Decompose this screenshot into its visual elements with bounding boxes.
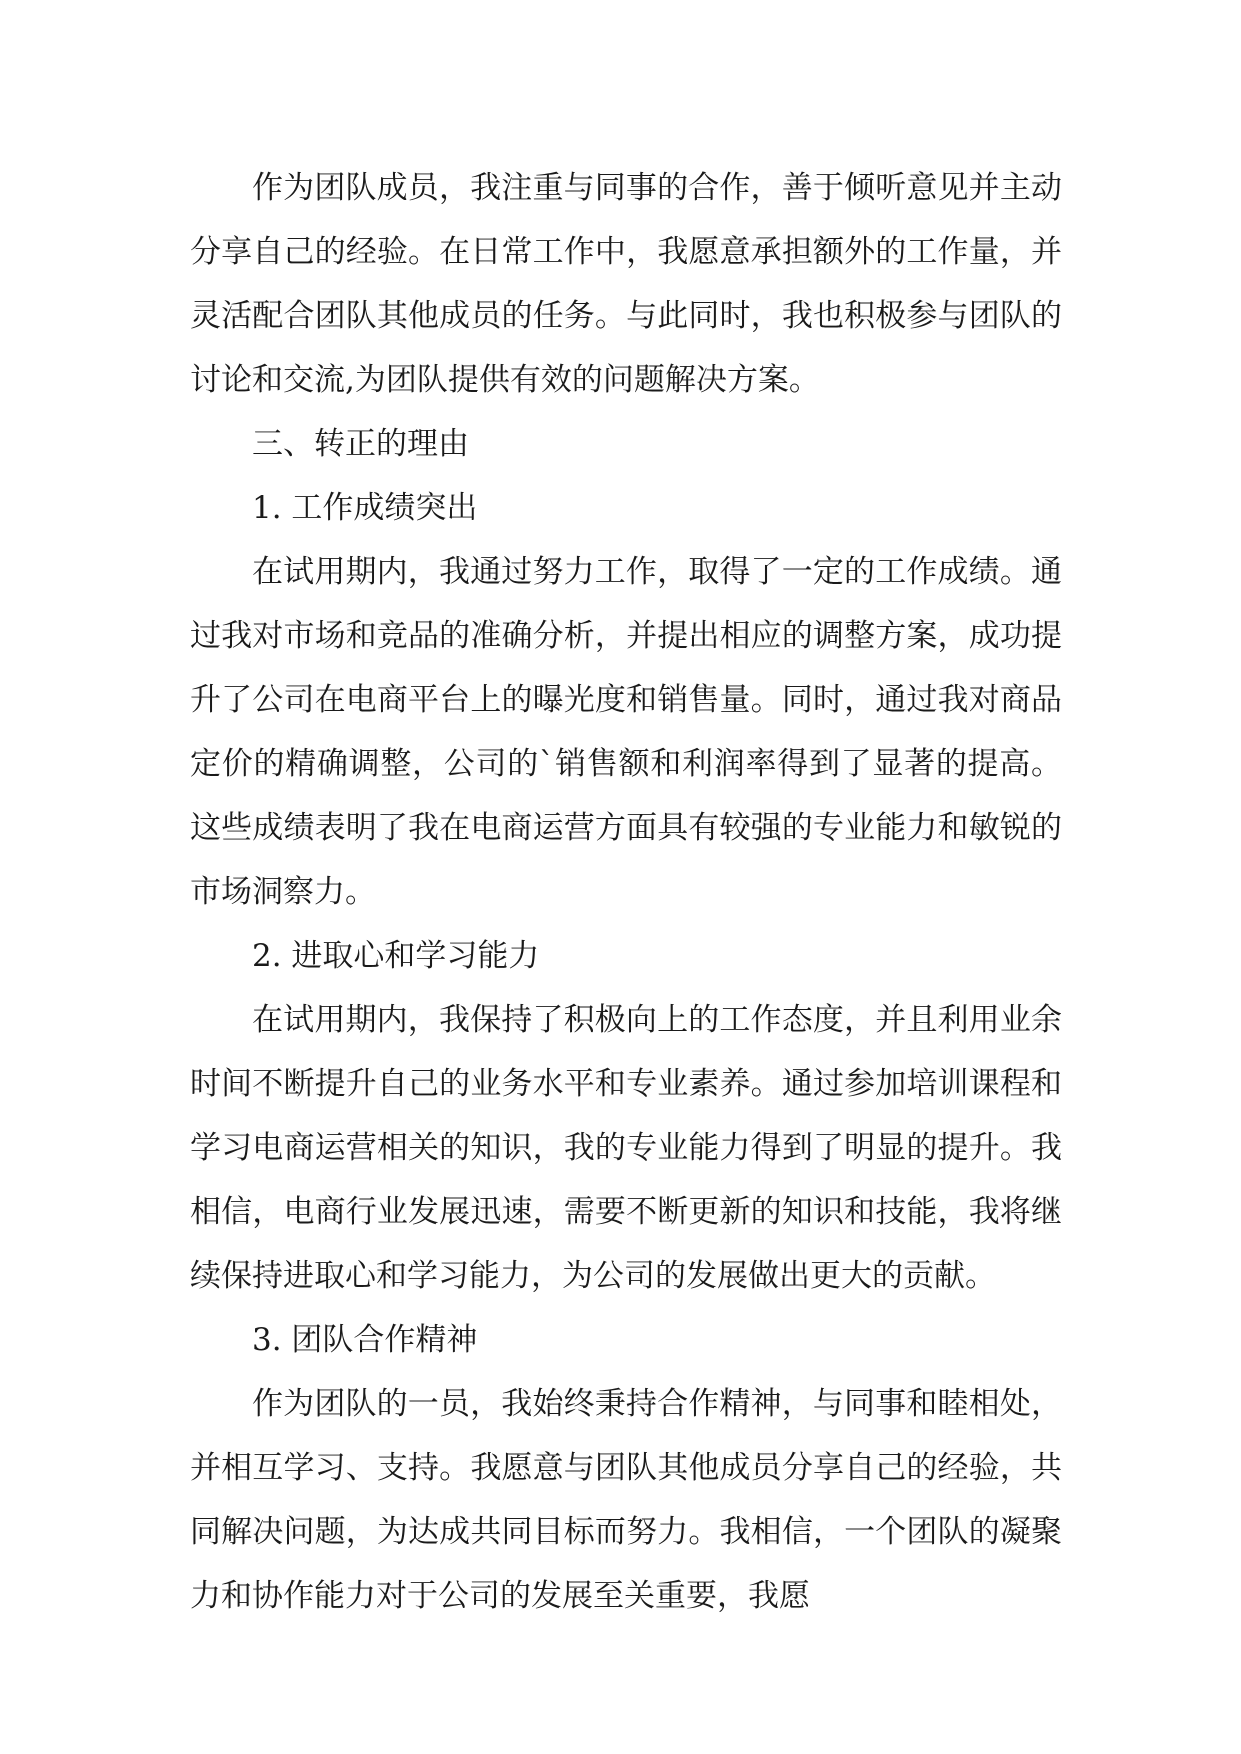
document-page: [190, 156, 1062, 1628]
paragraph-team-spirit: 作为团队的一员，我始终秉持合作精神，与同事和睦相处，并相互学习、支持。我愿意与团队其他成员分享自己的经验，共同解决问题，为达成共同目标而努力。我相信，一个团队的凝聚力和协作能力对于公司的发展至关重要，我愿: [190, 1386, 1062, 1614]
paragraph-learning: 在试用期内，我保持了积极向上的工作态度，并且利用业余时间不断提升自己的业务水平和专业素养。通过参加培训课程和学习电商运营相关的知识，我的专业能力得到了明显的提升。我相信，电商行业发展迅速，需要不断更新的知识和技能，我将继续保持进取心和学习能力，为公司的发展做出更大的贡献。: [190, 1002, 1062, 1294]
section-heading-reasons: 三、转正的理由: [252, 426, 469, 462]
subheading-achievements: 1. 工作成绩突出: [252, 490, 478, 526]
subheading-team-spirit: 3. 团队合作精神: [252, 1322, 478, 1358]
paragraph-achievements: 在试用期内，我通过努力工作，取得了一定的工作成绩。通过我对市场和竞品的准确分析，并提出相应的调整方案，成功提升了公司在电商平台上的曝光度和销售量。同时，通过我对商品定价的精确调整，公司的`销售额和利润率得到了显著的提高。这些成绩表明了我在电商运营方面具有较强的专业能力和敏锐的市场洞察力。: [190, 554, 1062, 910]
subheading-learning: 2. 进取心和学习能力: [252, 938, 540, 974]
paragraph-teamwork: 作为团队成员，我注重与同事的合作，善于倾听意见并主动分享自己的经验。在日常工作中，我愿意承担额外的工作量，并灵活配合团队其他成员的任务。与此同时，我也积极参与团队的讨论和交流,为团队提供有效的问题解决方案。: [190, 170, 1062, 398]
